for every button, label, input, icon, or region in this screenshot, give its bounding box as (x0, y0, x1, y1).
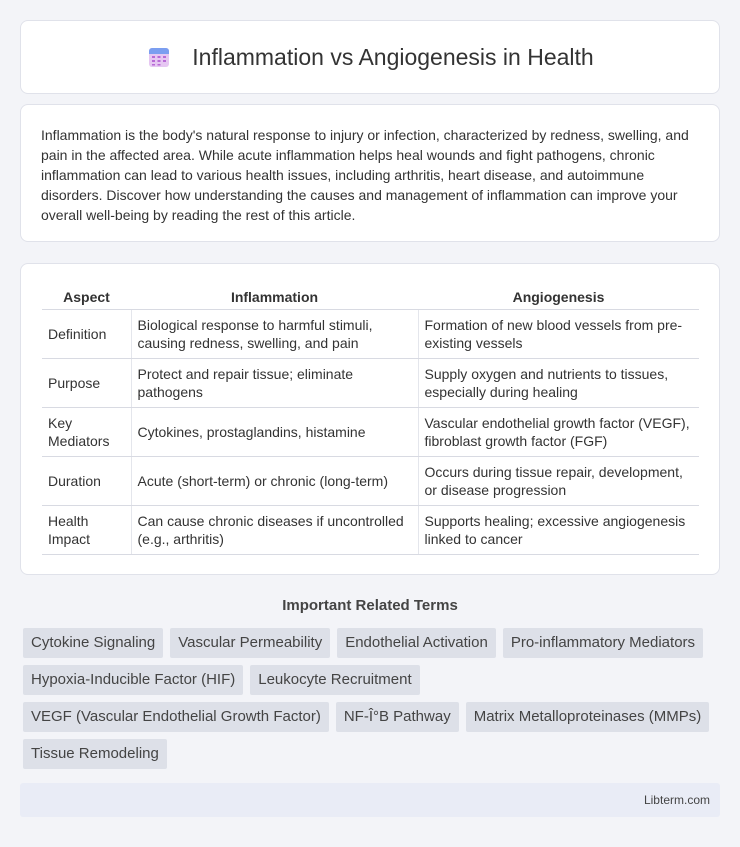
table-row (42, 456, 699, 505)
angiogenesis-cell: Formation of new blood vessels from pre-existing vessels (418, 309, 699, 358)
inflammation-cell: Biological response to harmful stimuli, causing redness, swelling, and pain (131, 309, 418, 358)
inflammation-cell: Acute (short-term) or chronic (long-term) (131, 456, 418, 505)
aspect-cell: Health Impact (42, 505, 131, 554)
angiogenesis-cell: Vascular endothelial growth factor (VEGF), fibroblast growth factor (FGF) (418, 407, 699, 456)
angiogenesis-cell: Occurs during tissue repair, development, or disease progression (418, 456, 699, 505)
angiogenesis-cell: Supports healing; excessive angiogenesis linked to cancer (418, 505, 699, 554)
angiogenesis-cell: Supply oxygen and nutrients to tissues, especially during healing (418, 358, 699, 407)
inflammation-cell: Protect and repair tissue; eliminate pathogens (131, 358, 418, 407)
related-terms-title: Important Related Terms (282, 597, 458, 614)
related-term-tag[interactable]: Matrix Metalloproteinases (MMPs) (466, 702, 710, 732)
table-row (42, 309, 699, 358)
related-term-tag[interactable]: VEGF (Vascular Endothelial Growth Factor) (23, 702, 329, 732)
calendar-grid-icon (146, 44, 172, 70)
header-aspect: Aspect (42, 284, 131, 309)
aspect-cell: Duration (42, 456, 131, 505)
related-term-tag[interactable]: Endothelial Activation (337, 628, 496, 658)
page-title: Inflammation vs Angiogenesis in Health (192, 43, 594, 70)
inflammation-cell: Can cause chronic diseases if uncontrolled (e.g., arthritis) (131, 505, 418, 554)
comparison-table (42, 284, 699, 555)
aspect-cell: Purpose (42, 358, 131, 407)
aspect-cell: Definition (42, 309, 131, 358)
header-angiogenesis: Angiogenesis (418, 284, 699, 309)
related-term-tag[interactable]: Leukocyte Recruitment (250, 665, 419, 695)
intro-card (20, 104, 720, 242)
aspect-cell: Key Mediators (42, 407, 131, 456)
table-header-row (42, 284, 699, 309)
footer-brand-link[interactable]: Libterm.com (643, 793, 710, 807)
header-inflammation: Inflammation (131, 284, 418, 309)
table-row (42, 505, 699, 554)
related-term-tag[interactable]: Hypoxia-Inducible Factor (HIF) (23, 665, 243, 695)
related-term-tag[interactable]: Pro-inflammatory Mediators (503, 628, 703, 658)
related-term-tag[interactable]: NF-Î°B Pathway (336, 702, 459, 732)
comparison-table-card (20, 263, 720, 575)
table-row (42, 407, 699, 456)
inflammation-cell: Cytokines, prostaglandins, histamine (131, 407, 418, 456)
related-term-tag[interactable]: Cytokine Signaling (23, 628, 163, 658)
related-terms-list (23, 628, 723, 776)
related-term-tag[interactable]: Vascular Permeability (170, 628, 330, 658)
related-term-tag[interactable]: Tissue Remodeling (23, 739, 167, 769)
table-row (42, 358, 699, 407)
footer (20, 783, 720, 817)
header-card (20, 20, 720, 94)
intro-paragraph: Inflammation is the body's natural response to injury or infection, characterized by redness, swelling, and pain in the affected area. While acute inflammation helps heal wounds and fight pathogens, chronic inflammation can lead to various health issues, including arthritis, heart disease, and autoimmune disorders. Discover how understanding the causes and management of inflammation can improve your overall well-being by reading the rest of this article. (41, 127, 689, 223)
